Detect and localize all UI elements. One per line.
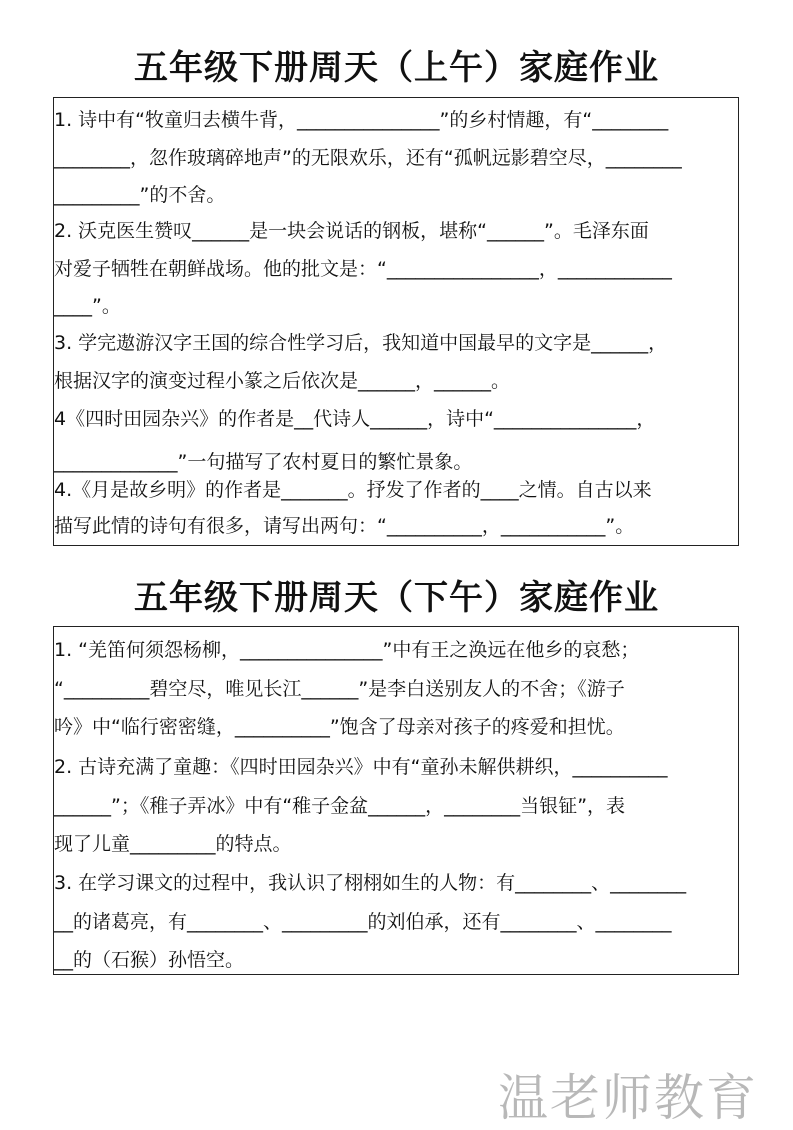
morning-line: 4.《月是故乡明》的作者是_______。抒发了作者的____之情。自古以来 xyxy=(54,479,652,501)
afternoon-line: ______”；《稚子弄冰》中有“稚子金盆______，________当银钲”，表 xyxy=(54,795,626,817)
afternoon-line: 现了儿童_________的特点。 xyxy=(54,833,292,855)
watermark-text: 温老师教育 xyxy=(498,1069,758,1127)
afternoon-homework-title: 五年级下册周天（下午）家庭作业 xyxy=(134,578,659,618)
morning-line: 4《四时田园杂兴》的作者是__代诗人______，诗中“_______________， xyxy=(54,408,656,430)
afternoon-line: “_________碧空尽，唯见长江______”是李白送别友人的不舍；《游子 xyxy=(54,678,625,700)
morning-line: _________”的不舍。 xyxy=(54,184,226,206)
afternoon-homework-box xyxy=(53,626,739,975)
afternoon-line: 1. “羌笛何须怨杨柳，_______________”中有王之涣远在他乡的哀愁； xyxy=(54,639,640,661)
morning-line: 1. 诗中有“牧童归去横牛背，_______________”的乡村情趣，有“________ xyxy=(54,109,669,131)
afternoon-line: 2. 古诗充满了童趣：《四时田园杂兴》中有“童孙未解供耕织，__________ xyxy=(54,756,668,778)
afternoon-line: __的诸葛亮，有________、_________的刘伯承，还有________、________ xyxy=(54,911,672,933)
morning-line: _____________”一句描写了农村夏日的繁忙景象。 xyxy=(54,451,473,473)
afternoon-line: 3. 在学习课文的过程中，我认识了栩栩如生的人物：有________、________ xyxy=(54,872,687,894)
afternoon-line: 吟》中“临行密密缝，__________”饱含了母亲对孩子的疼爱和担忧。 xyxy=(54,716,625,738)
morning-homework-box xyxy=(53,97,739,546)
morning-line: 2. 沃克医生赞叹______是一块会说话的钢板，堪称“______”。毛泽东面 xyxy=(54,220,649,242)
afternoon-line: __的（石猴）孙悟空。 xyxy=(54,949,245,971)
morning-line: 根据汉字的演变过程小篆之后依次是______，______。 xyxy=(54,370,511,392)
morning-line: ________，忽作玻璃碎地声”的无限欢乐，还有“孤帆远影碧空尽，________ xyxy=(54,147,682,169)
morning-homework-title: 五年级下册周天（上午）家庭作业 xyxy=(134,48,659,88)
morning-line: 对爱子牺牲在朝鲜战场。他的批文是：“________________，____________ xyxy=(54,258,672,280)
morning-line: 描写此情的诗句有很多，请写出两句：“__________，___________”。 xyxy=(54,515,635,537)
morning-line: ____”。 xyxy=(54,295,121,317)
morning-line: 3. 学完遨游汉字王国的综合性学习后，我知道中国最早的文字是______， xyxy=(54,332,668,354)
